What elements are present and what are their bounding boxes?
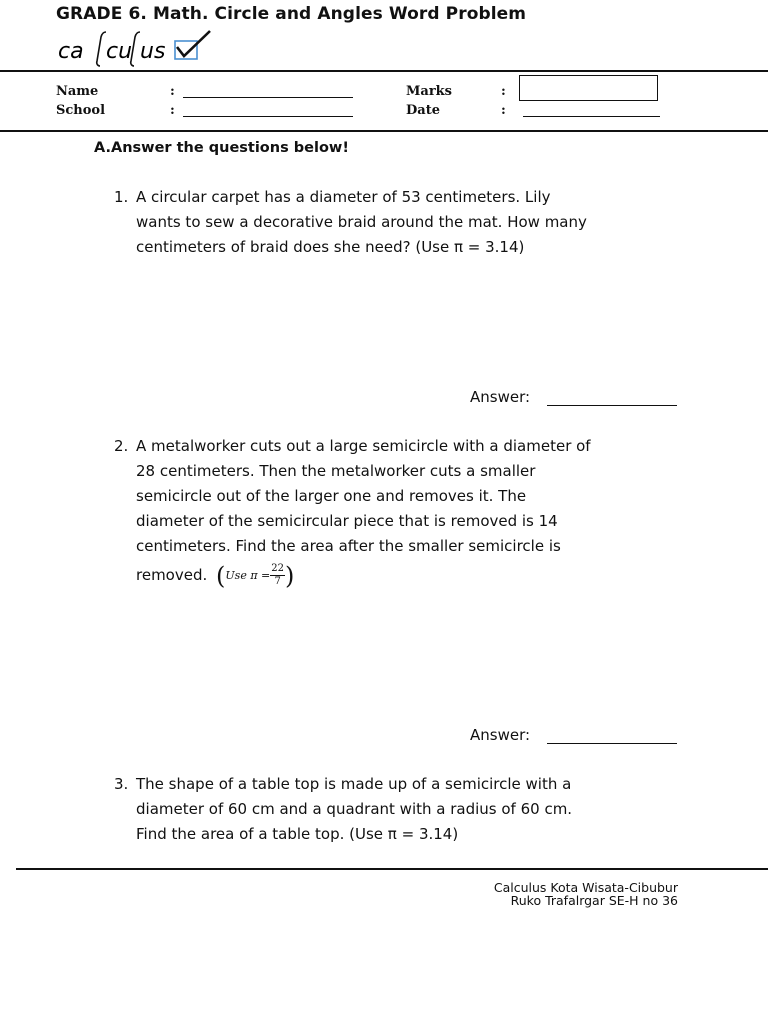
question-line: removed.	[136, 566, 208, 584]
logo-integral-sign	[97, 32, 106, 66]
footer-address-line-1: Calculus Kota Wisata-Cibubur	[493, 880, 678, 895]
section-letter: A.	[94, 140, 111, 156]
question-line: wants to sew a decorative braid around the mat. How many	[136, 213, 587, 231]
logo-text-mid: cu	[106, 39, 133, 64]
logo-text-left: ca	[58, 39, 84, 64]
date-blank[interactable]	[523, 116, 660, 117]
school-colon: :	[170, 103, 175, 118]
name-blank[interactable]	[183, 97, 353, 98]
check-box-icon	[175, 31, 210, 59]
school-label: School	[56, 103, 106, 118]
answer-label: Answer:	[470, 726, 531, 744]
question-line: diameter of the semicircular piece that is removed is 14	[136, 512, 558, 530]
header-top-rule	[0, 70, 768, 72]
question-line: centimeters of braid does she need? (Use π = 3.14)	[136, 238, 525, 256]
logo-text-right: us	[140, 39, 166, 64]
marks-colon: :	[501, 84, 506, 99]
note-open-paren: (	[216, 561, 226, 590]
date-colon: :	[501, 103, 506, 118]
logo-integral-sign-2	[131, 32, 140, 66]
footer-address-line-2: Ruko Trafalrgar SE-H no 36	[510, 893, 678, 908]
note-prefix: Use π =	[225, 568, 271, 582]
name-label: Name	[56, 84, 99, 99]
section-heading-text: Answer the questions below!	[111, 140, 349, 156]
question-line: The shape of a table top is made up of a semicircle with a	[136, 775, 572, 793]
note-numerator: 22	[271, 563, 285, 574]
question-line: diameter of 60 cm and a quadrant with a radius of 60 cm.	[136, 800, 573, 818]
pi-approximation-note	[216, 560, 294, 592]
question-number: 3.	[114, 775, 129, 793]
question-line: A circular carpet has a diameter of 53 centimeters. Lily	[136, 188, 551, 206]
question-line: A metalworker cuts out a large semicircle with a diameter of	[136, 437, 591, 455]
question-line: 28 centimeters. Then the metalworker cuts a smaller	[136, 462, 536, 480]
worksheet-title: GRADE 6. Math. Circle and Angles Word Problem	[56, 4, 527, 24]
footer-rule	[16, 868, 768, 870]
answer-label: Answer:	[470, 388, 531, 406]
answer-2	[470, 726, 530, 744]
question-number: 2.	[114, 437, 129, 455]
date-label: Date	[406, 103, 440, 118]
marks-label: Marks	[406, 84, 452, 99]
question-line-with-note	[136, 559, 591, 591]
calculus-logo	[56, 28, 216, 70]
note-fraction	[270, 563, 285, 588]
school-blank[interactable]	[183, 116, 353, 117]
name-colon: :	[170, 84, 175, 99]
question-line: centimeters. Find the area after the smaller semicircle is	[136, 537, 561, 555]
note-denominator: 7	[274, 576, 281, 587]
question-line: semicircle out of the larger one and removes it. The	[136, 487, 527, 505]
note-close-paren: )	[285, 561, 295, 590]
answer-1	[470, 388, 530, 406]
question-line: Find the area of a table top. (Use π = 3.14)	[136, 825, 459, 843]
marks-box[interactable]	[519, 75, 658, 101]
answer-blank[interactable]	[547, 405, 677, 406]
header-bottom-rule	[0, 130, 768, 132]
answer-blank[interactable]	[547, 743, 677, 744]
question-number: 1.	[114, 188, 129, 206]
section-heading	[94, 140, 349, 156]
